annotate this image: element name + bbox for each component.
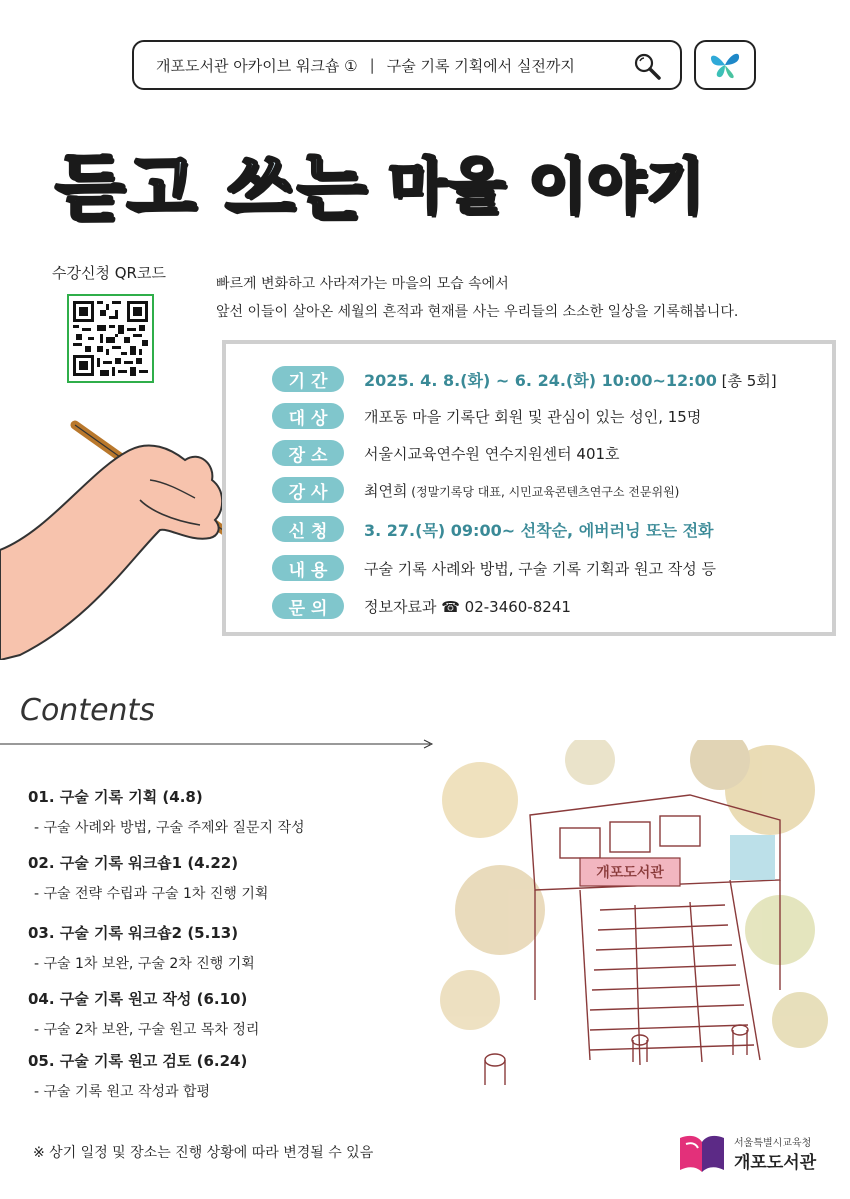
contents-item-desc: - 구술 전략 수립과 구술 1차 진행 기획 xyxy=(34,886,269,902)
contents-item-title: 03. 구술 기록 워크숍2 (5.13) xyxy=(28,924,239,942)
info-row-instructor xyxy=(272,475,679,505)
contents-item-title: 02. 구술 기록 워크숍1 (4.22) xyxy=(28,854,239,872)
schedule-change-note: ※ 상기 일정 및 장소는 진행 상황에 따라 변경될 수 있음 xyxy=(33,1145,374,1161)
book-logo-icon xyxy=(676,1130,728,1176)
info-row-apply xyxy=(272,514,714,544)
contents-item xyxy=(28,988,259,1039)
info-value-target: 개포동 마을 기록단 회원 및 관심이 있는 성인, 15명 xyxy=(364,407,702,426)
info-label-apply: 신청 xyxy=(272,516,344,542)
title-part2: 마을 이야기 xyxy=(388,152,705,222)
intro-text xyxy=(216,270,738,326)
contents-item-desc: - 구술 1차 보완, 구술 2차 진행 기획 xyxy=(34,956,255,972)
contents-item xyxy=(28,922,255,973)
contents-item xyxy=(28,786,305,837)
sketch-sign-text: 개포도서관 xyxy=(596,865,664,881)
info-label-period: 기간 xyxy=(272,366,344,392)
contents-divider xyxy=(0,738,440,750)
search-bar[interactable] xyxy=(132,40,682,90)
butterfly-icon xyxy=(706,48,744,82)
search-separator: | xyxy=(369,56,375,74)
hand-with-pen-illustration xyxy=(0,410,250,660)
page-title xyxy=(55,132,815,232)
library-logo[interactable] xyxy=(676,1128,826,1178)
butterfly-button[interactable] xyxy=(694,40,756,90)
info-row-place xyxy=(272,438,620,468)
logo-org-name: 서울특별시교육청 xyxy=(734,1138,812,1149)
intro-line-2: 앞선 이들이 살아온 세월의 흔적과 현재를 사는 우리들의 소소한 일상을 기록해봅니다. xyxy=(216,304,739,320)
intro-line-1: 빠르게 변화하고 사라져가는 마을의 모습 속에서 xyxy=(216,276,509,292)
contents-item-title: 05. 구술 기록 원고 검토 (6.24) xyxy=(28,1052,248,1070)
contents-item-desc: - 구술 기록 원고 작성과 합평 xyxy=(34,1084,211,1100)
info-row-contact xyxy=(272,591,571,621)
contents-item-title: 04. 구술 기록 원고 작성 (6.10) xyxy=(28,990,248,1008)
info-value-place: 서울시교육연수원 연수지원센터 401호 xyxy=(364,444,620,463)
info-row-period xyxy=(272,364,777,394)
info-label-content: 내용 xyxy=(272,555,344,581)
info-value-instructor: 최연희 (정말기록당 대표, 시민교육콘텐츠연구소 전문위원) xyxy=(364,481,680,500)
contents-item xyxy=(28,852,268,903)
course-info-box xyxy=(222,340,836,636)
info-value-contact: 정보자료과 ☎ 02-3460-8241 xyxy=(364,597,571,616)
search-title-right: 구술 기록 기획에서 실전까지 xyxy=(386,56,575,75)
library-sketch-illustration xyxy=(440,740,830,1100)
contents-item-desc: - 구술 사례와 방법, 구술 주제와 질문지 작성 xyxy=(34,820,305,836)
logo-library-name: 개포도서관 xyxy=(734,1153,817,1173)
info-value-apply: 3. 27.(목) 09:00~ 선착순, 에버러닝 또는 전화 xyxy=(364,520,714,540)
contents-heading: Contents xyxy=(20,693,155,728)
info-label-contact: 문의 xyxy=(272,593,344,619)
qr-label: 수강신청 QR코드 xyxy=(52,264,166,282)
info-label-instructor: 강사 xyxy=(272,477,344,503)
search-title-left: 개포도서관 아카이브 워크숍 ① xyxy=(156,56,358,75)
info-row-target xyxy=(272,401,701,431)
qr-code[interactable] xyxy=(67,294,154,383)
info-value-content: 구술 기록 사례와 방법, 구술 기록 기획과 원고 작성 등 xyxy=(364,559,716,578)
info-label-place: 장소 xyxy=(272,440,344,466)
contents-item xyxy=(28,1050,247,1101)
info-row-content xyxy=(272,553,716,583)
info-label-target: 대상 xyxy=(272,403,344,429)
search-icon[interactable] xyxy=(632,51,662,81)
title-part1: 듣고 쓰는 xyxy=(55,146,369,230)
qr-code-pattern xyxy=(73,300,148,377)
info-value-period: 2025. 4. 8.(화) ~ 6. 24.(화) 10:00~12:00 [총 5회] xyxy=(364,370,777,390)
contents-item-title: 01. 구술 기록 기획 (4.8) xyxy=(28,788,203,806)
contents-item-desc: - 구술 2차 보완, 구술 원고 목차 정리 xyxy=(34,1022,260,1038)
